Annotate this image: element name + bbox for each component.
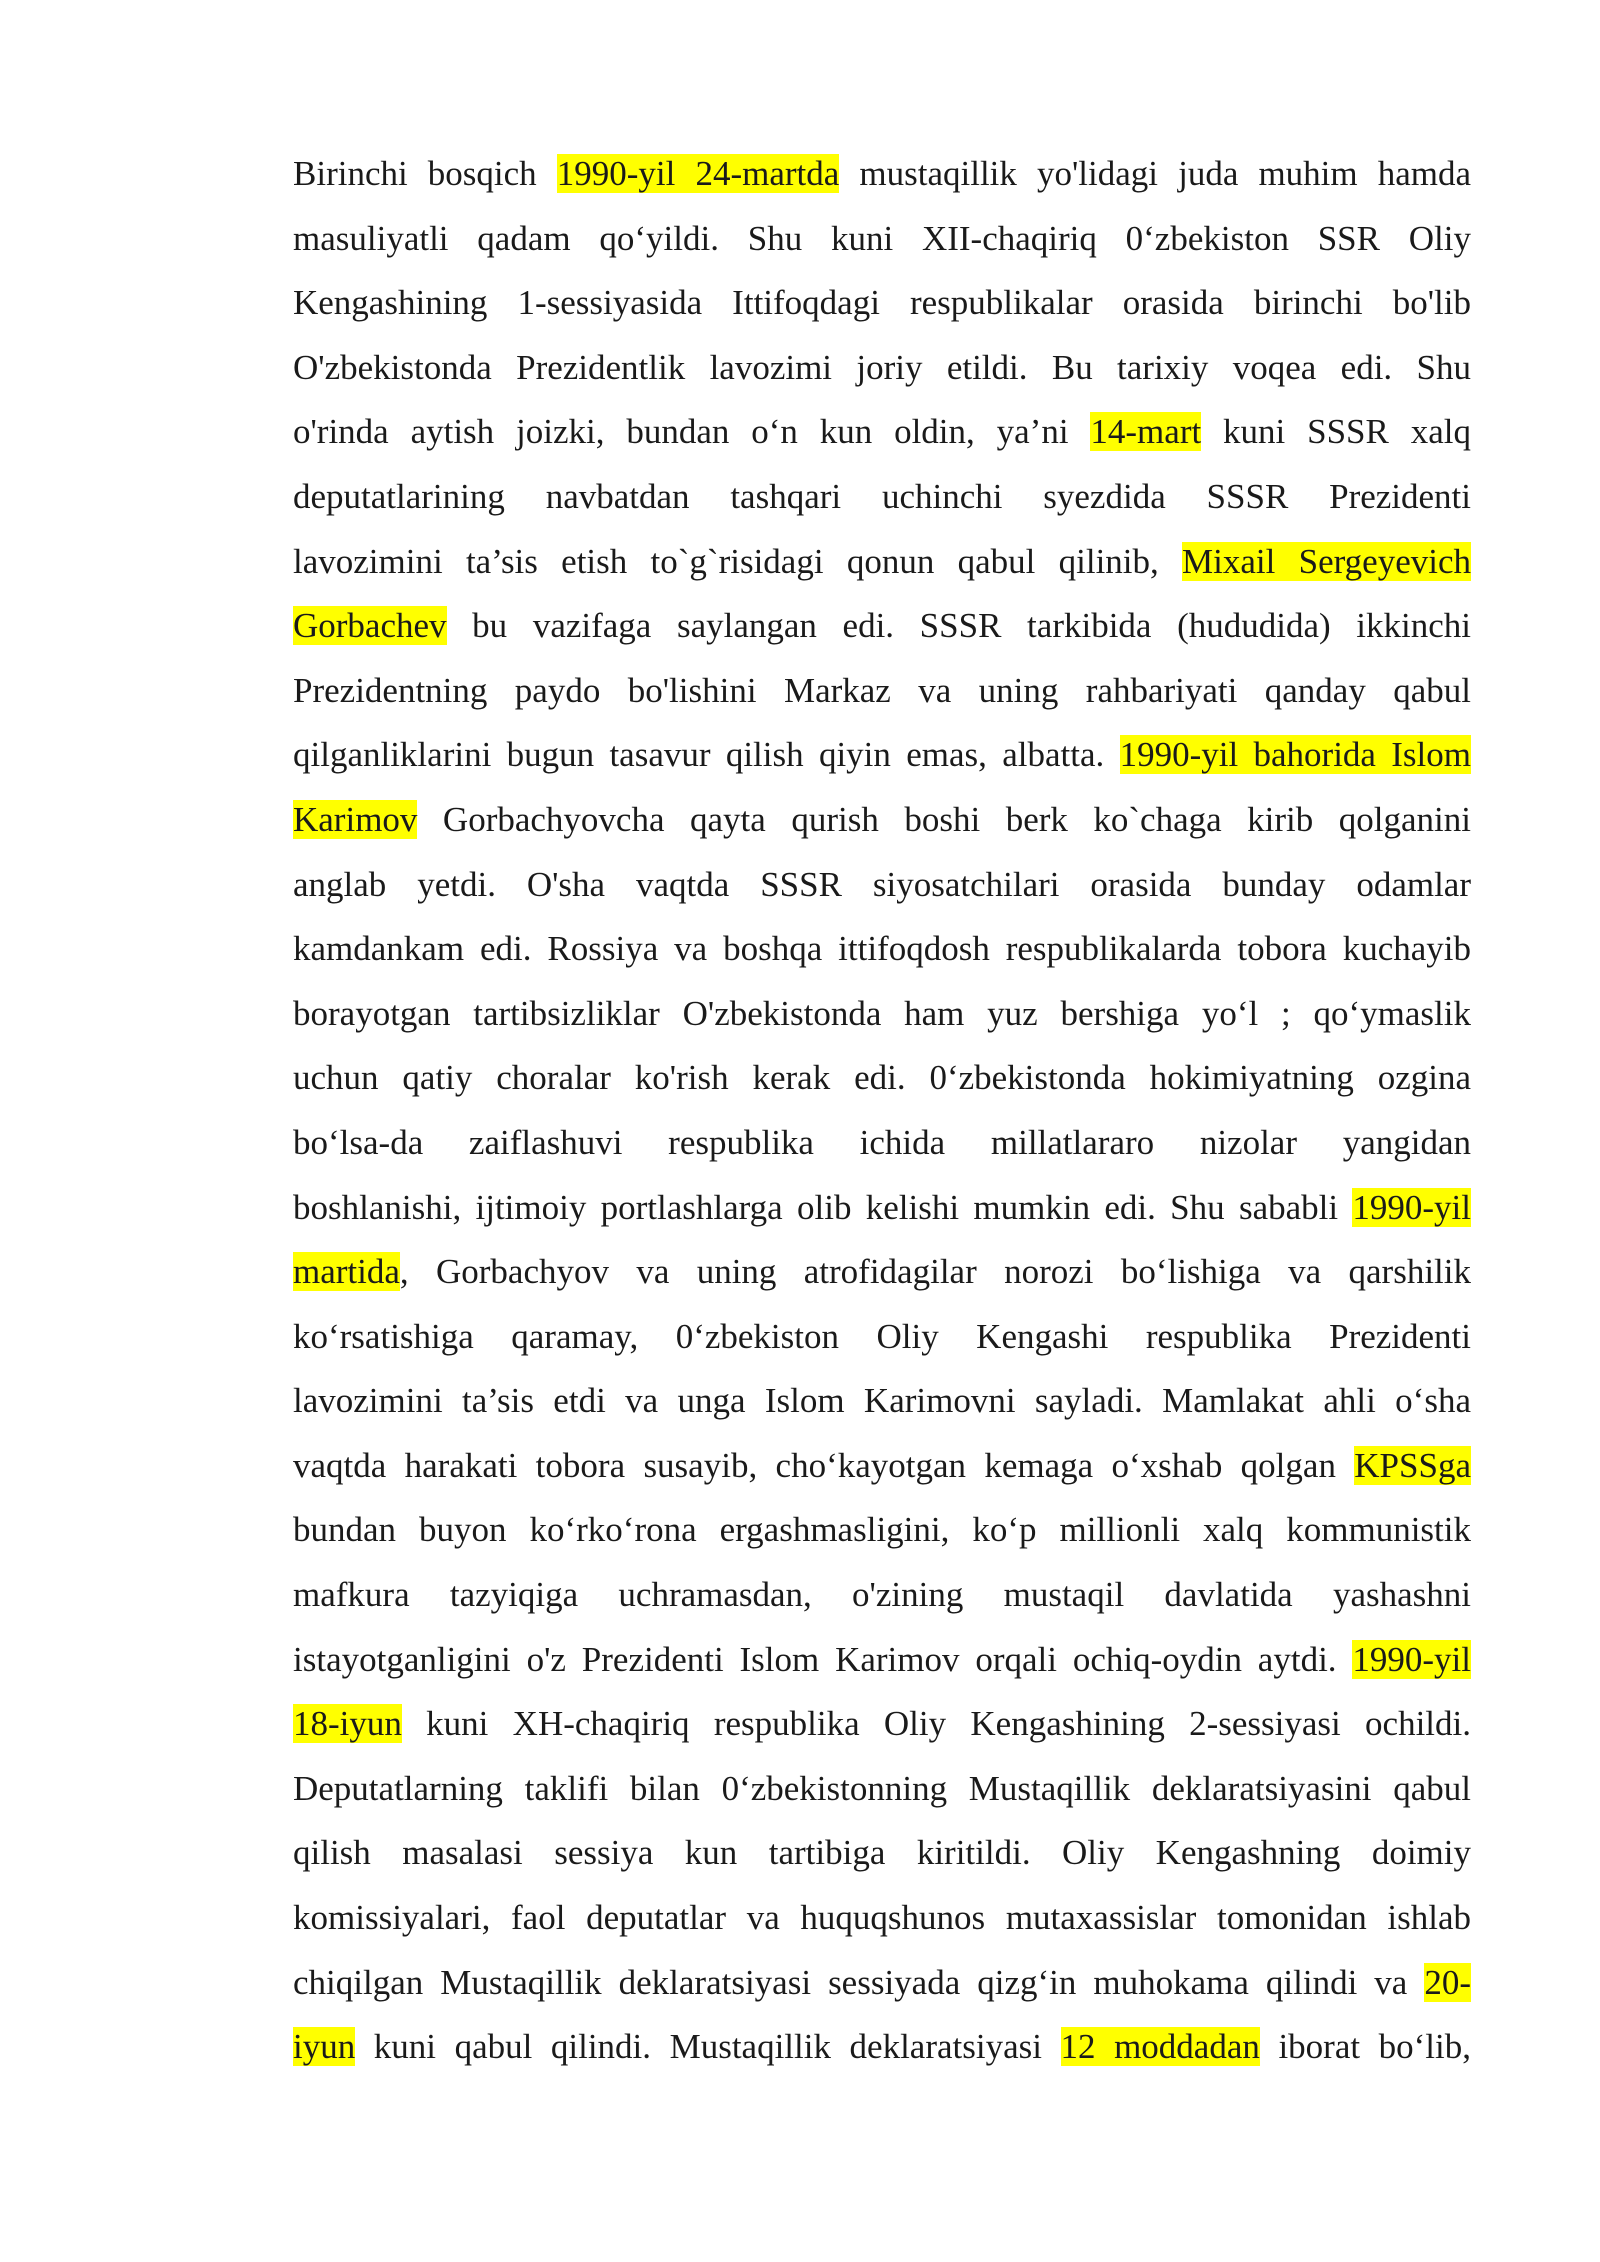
highlighted-text: 18-iyun: [293, 1704, 402, 1744]
text-line: [293, 1951, 1471, 2016]
text-segment: bu vazifaga saylangan edi. SSSR tarkibida (hududida) ikkinchi: [446, 606, 1471, 646]
text-segment: qilish masalasi sessiya kun tartibiga kiritildi. Oliy Kengashning doimiy: [293, 1833, 1471, 1873]
text-segment: Prezidentning paydo bo'lishini Markaz va uning rahbariyati qanday qabul: [293, 670, 1471, 710]
text-line: [293, 1692, 1471, 1757]
text-segment: deputatlarining navbatdan tashqari uchinchi syezdida SSSR Prezidenti: [293, 476, 1471, 516]
highlighted-text: 12 moddadan: [1060, 2027, 1260, 2067]
text-segment: iborat bo‘lib,: [1259, 2027, 1471, 2067]
highlighted-text: 1990-yil 24-martda: [556, 154, 840, 193]
text-line: [293, 594, 1471, 659]
text-segment: lavozimini ta’sis etish to`g`risidagi qonun qabul qilinib,: [293, 541, 1183, 581]
text-segment: bundan buyon ko‘rko‘rona ergashmasligini, ko‘p millionli xalq kommunistik: [293, 1510, 1471, 1550]
text-segment: Deputatlarning taklifi bilan 0‘zbekistonning Mustaqillik deklaratsiyasini qabul: [293, 1768, 1471, 1808]
highlighted-text: martida: [293, 1252, 400, 1292]
text-line: [293, 1498, 1471, 1563]
text-segment: Birinchi bosqich: [293, 154, 557, 193]
text-segment: kuni qabul qilindi. Mustaqillik deklaratsiyasi: [355, 2027, 1061, 2067]
text-line: [293, 465, 1471, 530]
text-line: [293, 1176, 1471, 1241]
text-line: [293, 530, 1471, 595]
body-text: [293, 142, 1471, 2080]
highlighted-text: Karimov: [293, 799, 418, 839]
text-line: [293, 982, 1471, 1047]
text-line: [293, 659, 1471, 724]
text-line: [293, 1240, 1471, 1305]
text-line: [293, 271, 1471, 336]
text-line: [293, 853, 1471, 918]
highlighted-text: 20-: [1424, 1962, 1471, 2002]
text-segment: boshlanishi, ijtimoiy portlashlarga olib kelishi mumkin edi. Shu sababli: [293, 1187, 1353, 1227]
highlighted-text: 1990-yil: [1352, 1187, 1471, 1227]
text-line: [293, 400, 1471, 465]
text-segment: masuliyatli qadam qo‘yildi. Shu kuni XII-chaqiriq 0‘zbekiston SSR Oliy: [293, 218, 1471, 258]
text-segment: O'zbekistonda Prezidentlik lavozimi joriy etildi. Bu tarixiy voqea edi. Shu: [293, 347, 1471, 387]
text-segment: uchun qatiy choralar ko'rish kerak edi. 0‘zbekistonda hokimiyatning ozgina: [293, 1058, 1471, 1098]
text-line: [293, 788, 1471, 853]
text-segment: mustaqillik yo'lidagi juda muhim hamda: [839, 154, 1471, 193]
highlighted-text: iyun: [293, 2027, 356, 2067]
text-segment: lavozimini ta’sis etdi va unga Islom Karimovni sayladi. Mamlakat ahli o‘sha: [293, 1381, 1471, 1421]
text-segment: ko‘rsatishiga qaramay, 0‘zbekiston Oliy Kengashi respublika Prezidenti: [293, 1316, 1471, 1356]
highlighted-text: KPSSga: [1354, 1445, 1471, 1485]
text-line: [293, 723, 1471, 788]
text-line: [293, 1046, 1471, 1111]
text-segment: borayotgan tartibsizliklar O'zbekistonda ham yuz bershiga yo‘l ; qo‘ymaslik: [293, 993, 1471, 1033]
text-segment: mafkura tazyiqiga uchramasdan, o'zining mustaqil davlatida yashashni: [293, 1575, 1471, 1615]
text-line: [293, 336, 1471, 401]
text-segment: kamdankam edi. Rossiya va boshqa ittifoqdosh respublikalarda tobora kuchayib: [293, 929, 1471, 969]
text-line: [293, 142, 1471, 207]
text-segment: istayotganligini o'z Prezidenti Islom Karimov orqali ochiq-oydin aytdi.: [293, 1639, 1353, 1679]
text-line: [293, 1434, 1471, 1499]
text-segment: Kengashining 1-sessiyasida Ittifoqdagi respublikalar orasida birinchi bo'lib: [293, 283, 1471, 323]
text-segment: komissiyalari, faol deputatlar va huquqshunos mutaxassislar tomonidan ishlab: [293, 1898, 1471, 1938]
text-line: [293, 1369, 1471, 1434]
text-segment: Gorbachyovcha qayta qurish boshi berk ko`chaga kirib qolganini: [417, 799, 1471, 839]
highlighted-text: Gorbachev: [293, 606, 447, 646]
highlighted-text: 1990-yil bahorida Islom: [1119, 735, 1472, 775]
highlighted-text: Mixail Sergeyevich: [1182, 541, 1471, 581]
text-segment: anglab yetdi. O'sha vaqtda SSSR siyosatchilari orasida bunday odamlar: [293, 864, 1471, 904]
text-line: [293, 1628, 1471, 1693]
text-segment: o'rinda aytish joizki, bundan o‘n kun oldin, ya’ni: [293, 412, 1091, 452]
text-line: [293, 207, 1471, 272]
text-segment: chiqilgan Mustaqillik deklaratsiyasi sessiyada qizg‘in muhokama qilindi va: [293, 1962, 1425, 2002]
highlighted-text: 1990-yil: [1352, 1639, 1471, 1679]
text-segment: kuni SSSR xalq: [1201, 412, 1471, 452]
text-segment: , Gorbachyov va uning atrofidagilar norozi bo‘lishiga va qarshilik: [399, 1252, 1471, 1292]
text-line: [293, 1757, 1471, 1822]
text-segment: qilganliklarini bugun tasavur qilish qiyin emas, albatta.: [293, 735, 1120, 775]
text-line: [293, 1821, 1471, 1886]
text-segment: vaqtda harakati tobora susayib, cho‘kayotgan kemaga o‘xshab qolgan: [293, 1445, 1355, 1485]
text-line: [293, 1305, 1471, 1370]
text-segment: bo‘lsa-da zaiflashuvi respublika ichida millatlararo nizolar yangidan: [293, 1122, 1471, 1162]
text-line: [293, 2015, 1471, 2080]
text-line: [293, 917, 1471, 982]
text-line: [293, 1563, 1471, 1628]
text-segment: kuni XH-chaqiriq respublika Oliy Kengashining 2-sessiyasi ochildi.: [401, 1704, 1471, 1744]
text-line: [293, 1111, 1471, 1176]
highlighted-text: 14-mart: [1090, 412, 1202, 452]
text-line: [293, 1886, 1471, 1951]
